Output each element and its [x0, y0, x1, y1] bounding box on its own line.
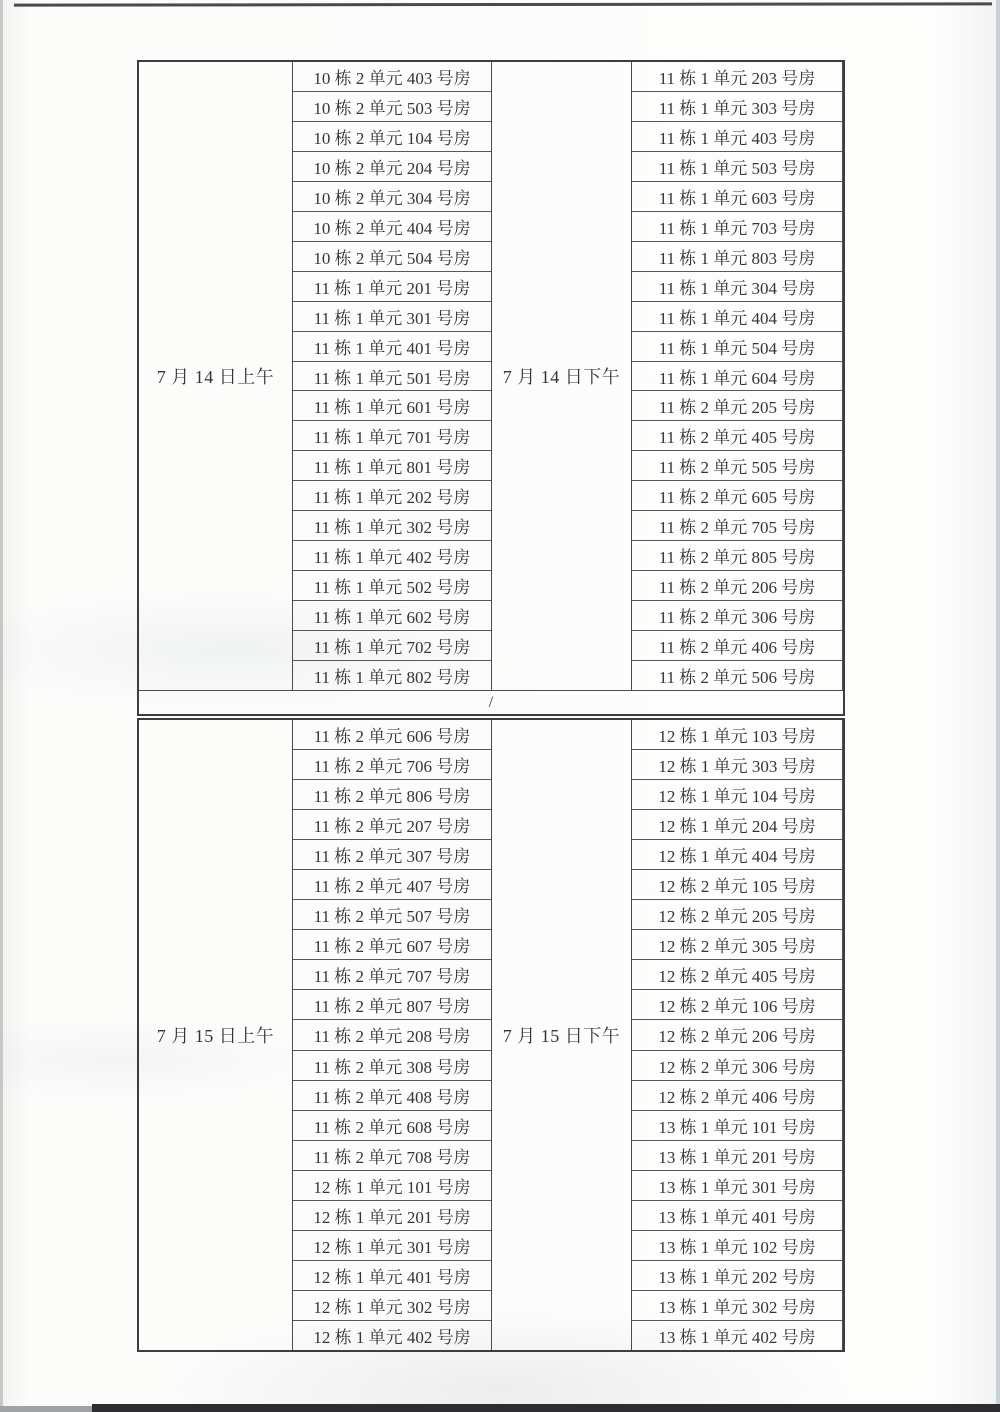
- room-cell: 11 栋 2 单元 605 号房: [632, 481, 842, 511]
- room-cell: 12 栋 1 单元 302 号房: [293, 1291, 491, 1321]
- room-cell: 10 栋 2 单元 403 号房: [293, 62, 491, 92]
- scan-edge-right: [996, 0, 1000, 1412]
- room-cell: 11 栋 2 单元 206 号房: [632, 571, 842, 601]
- room-cell: 13 栋 1 单元 402 号房: [658, 1327, 816, 1347]
- room-cell: 11 栋 2 单元 507 号房: [293, 900, 491, 930]
- room-cell: 13 栋 1 单元 101 号房: [632, 1111, 842, 1141]
- room-cell: 11 栋 1 单元 701 号房: [293, 421, 491, 451]
- room-cell: 12 栋 2 单元 405 号房: [632, 960, 842, 990]
- room-cell: 11 栋 1 单元 501 号房: [293, 362, 491, 392]
- room-cell: 11 栋 2 单元 807 号房: [293, 990, 491, 1020]
- room-cell: 11 栋 1 单元 504 号房: [632, 332, 842, 362]
- room-cell: 11 栋 2 单元 207 号房: [293, 810, 491, 840]
- room-cell: 11 栋 1 单元 401 号房: [293, 332, 491, 362]
- room-cell: 10 栋 2 单元 204 号房: [293, 152, 491, 182]
- room-cell: 11 栋 2 单元 408 号房: [293, 1081, 491, 1111]
- room-cell: 11 栋 1 单元 604 号房: [632, 362, 842, 392]
- room-cell: 12 栋 1 单元 301 号房: [293, 1231, 491, 1261]
- room-cell: 11 栋 2 单元 307 号房: [293, 840, 491, 870]
- room-cell: 12 栋 1 单元 101 号房: [293, 1171, 491, 1201]
- room-cell: 12 栋 1 单元 104 号房: [632, 780, 842, 810]
- room-cell: 12 栋 1 单元 404 号房: [632, 840, 842, 870]
- scan-edge-left: [0, 0, 3, 1412]
- scan-edge-bottom-left: [0, 1406, 92, 1412]
- room-cell: 11 栋 1 单元 802 号房: [313, 668, 471, 688]
- room-cell: 11 栋 1 单元 602 号房: [293, 601, 491, 631]
- room-cell: 12 栋 1 单元 303 号房: [632, 750, 842, 780]
- room-cell: 11 栋 1 单元 703 号房: [632, 212, 842, 242]
- scan-edge-bottom: [92, 1404, 1000, 1412]
- room-cell: 12 栋 2 单元 106 号房: [632, 990, 842, 1020]
- schedule-table-july14: [137, 60, 845, 716]
- room-cell: 11 栋 2 单元 308 号房: [293, 1051, 491, 1081]
- room-cell: 13 栋 1 单元 301 号房: [632, 1171, 842, 1201]
- room-cell: 13 栋 1 单元 401 号房: [632, 1201, 842, 1231]
- session-label-july14-morning: 7 月 14 日上午: [156, 367, 275, 387]
- room-cell: 11 栋 2 单元 506 号房: [658, 668, 816, 688]
- room-list-july15-afternoon: [631, 720, 843, 1350]
- room-cell: 12 栋 1 单元 201 号房: [293, 1201, 491, 1231]
- room-cell: 12 栋 1 单元 103 号房: [632, 720, 842, 750]
- room-cell: 11 栋 1 单元 201 号房: [293, 272, 491, 302]
- room-cell: 11 栋 2 单元 706 号房: [293, 750, 491, 780]
- session-label-july14-afternoon: 7 月 14 日下午: [502, 367, 621, 387]
- room-cell: 10 栋 2 单元 104 号房: [293, 122, 491, 152]
- room-cell: 11 栋 2 单元 606 号房: [293, 720, 491, 750]
- room-cell: 11 栋 1 单元 603 号房: [632, 182, 842, 212]
- room-cell: 11 栋 2 单元 505 号房: [632, 451, 842, 481]
- room-cell: 11 栋 1 单元 302 号房: [293, 511, 491, 541]
- room-cell: 13 栋 1 单元 302 号房: [632, 1291, 842, 1321]
- room-cell: 11 栋 1 单元 502 号房: [293, 571, 491, 601]
- room-cell: 11 栋 1 单元 801 号房: [293, 451, 491, 481]
- room-cell: 11 栋 1 单元 402 号房: [293, 541, 491, 571]
- room-cell: 12 栋 1 单元 204 号房: [632, 810, 842, 840]
- room-cell: 12 栋 1 单元 402 号房: [313, 1327, 471, 1347]
- room-cell: 12 栋 2 单元 205 号房: [632, 900, 842, 930]
- divider-cell: /: [139, 690, 843, 714]
- room-cell: 13 栋 1 单元 202 号房: [632, 1261, 842, 1291]
- table-body: [139, 720, 843, 1350]
- room-cell: 11 栋 1 单元 303 号房: [632, 92, 842, 122]
- room-cell: 11 栋 1 单元 203 号房: [632, 62, 842, 92]
- room-cell: 11 栋 2 单元 705 号房: [632, 511, 842, 541]
- room-cell: 11 栋 2 单元 607 号房: [293, 930, 491, 960]
- table-body: [139, 62, 843, 690]
- room-cell: 12 栋 2 单元 306 号房: [632, 1051, 842, 1081]
- room-cell: 13 栋 1 单元 201 号房: [632, 1141, 842, 1171]
- room-cell: 11 栋 1 单元 803 号房: [632, 242, 842, 272]
- room-list-july14-afternoon: [631, 62, 843, 690]
- room-cell: 11 栋 1 单元 702 号房: [293, 631, 491, 661]
- room-cell: 11 栋 2 单元 205 号房: [632, 391, 842, 421]
- room-cell: 10 栋 2 单元 504 号房: [293, 242, 491, 272]
- room-cell: 11 栋 1 单元 503 号房: [632, 152, 842, 182]
- room-cell: 11 栋 2 单元 608 号房: [293, 1111, 491, 1141]
- room-cell: 11 栋 2 单元 707 号房: [293, 960, 491, 990]
- room-cell: 12 栋 2 单元 305 号房: [632, 930, 842, 960]
- session-label-july15-morning: 7 月 15 日上午: [156, 1026, 275, 1046]
- room-cell: 11 栋 2 单元 405 号房: [632, 421, 842, 451]
- room-cell: 10 栋 2 单元 404 号房: [293, 212, 491, 242]
- room-cell: 11 栋 2 单元 805 号房: [632, 541, 842, 571]
- room-cell: 11 栋 1 单元 404 号房: [632, 302, 842, 332]
- room-cell: 12 栋 2 单元 406 号房: [632, 1081, 842, 1111]
- room-cell: 10 栋 2 单元 503 号房: [293, 92, 491, 122]
- room-cell: 12 栋 2 单元 206 号房: [632, 1020, 842, 1050]
- schedule-table-july15: [137, 718, 845, 1352]
- scan-edge-top: [14, 2, 992, 6]
- room-cell: 11 栋 2 单元 407 号房: [293, 870, 491, 900]
- room-cell: 11 栋 2 单元 406 号房: [632, 631, 842, 661]
- room-list-july14-morning: [292, 62, 492, 690]
- room-cell: 12 栋 1 单元 401 号房: [293, 1261, 491, 1291]
- room-cell: 11 栋 1 单元 301 号房: [293, 302, 491, 332]
- room-cell: 11 栋 2 单元 306 号房: [632, 601, 842, 631]
- room-cell: 13 栋 1 单元 102 号房: [632, 1231, 842, 1261]
- room-list-july15-morning: [292, 720, 492, 1350]
- room-cell: 11 栋 1 单元 403 号房: [632, 122, 842, 152]
- room-cell: 10 栋 2 单元 304 号房: [293, 182, 491, 212]
- room-cell: 11 栋 2 单元 708 号房: [293, 1141, 491, 1171]
- room-cell: 11 栋 1 单元 601 号房: [293, 391, 491, 421]
- room-cell: 11 栋 1 单元 202 号房: [293, 481, 491, 511]
- room-cell: 11 栋 1 单元 304 号房: [632, 272, 842, 302]
- room-cell: 12 栋 2 单元 105 号房: [632, 870, 842, 900]
- room-cell: 11 栋 2 单元 806 号房: [293, 780, 491, 810]
- room-cell: 11 栋 2 单元 208 号房: [293, 1020, 491, 1050]
- session-label-july15-afternoon: 7 月 15 日下午: [502, 1026, 621, 1046]
